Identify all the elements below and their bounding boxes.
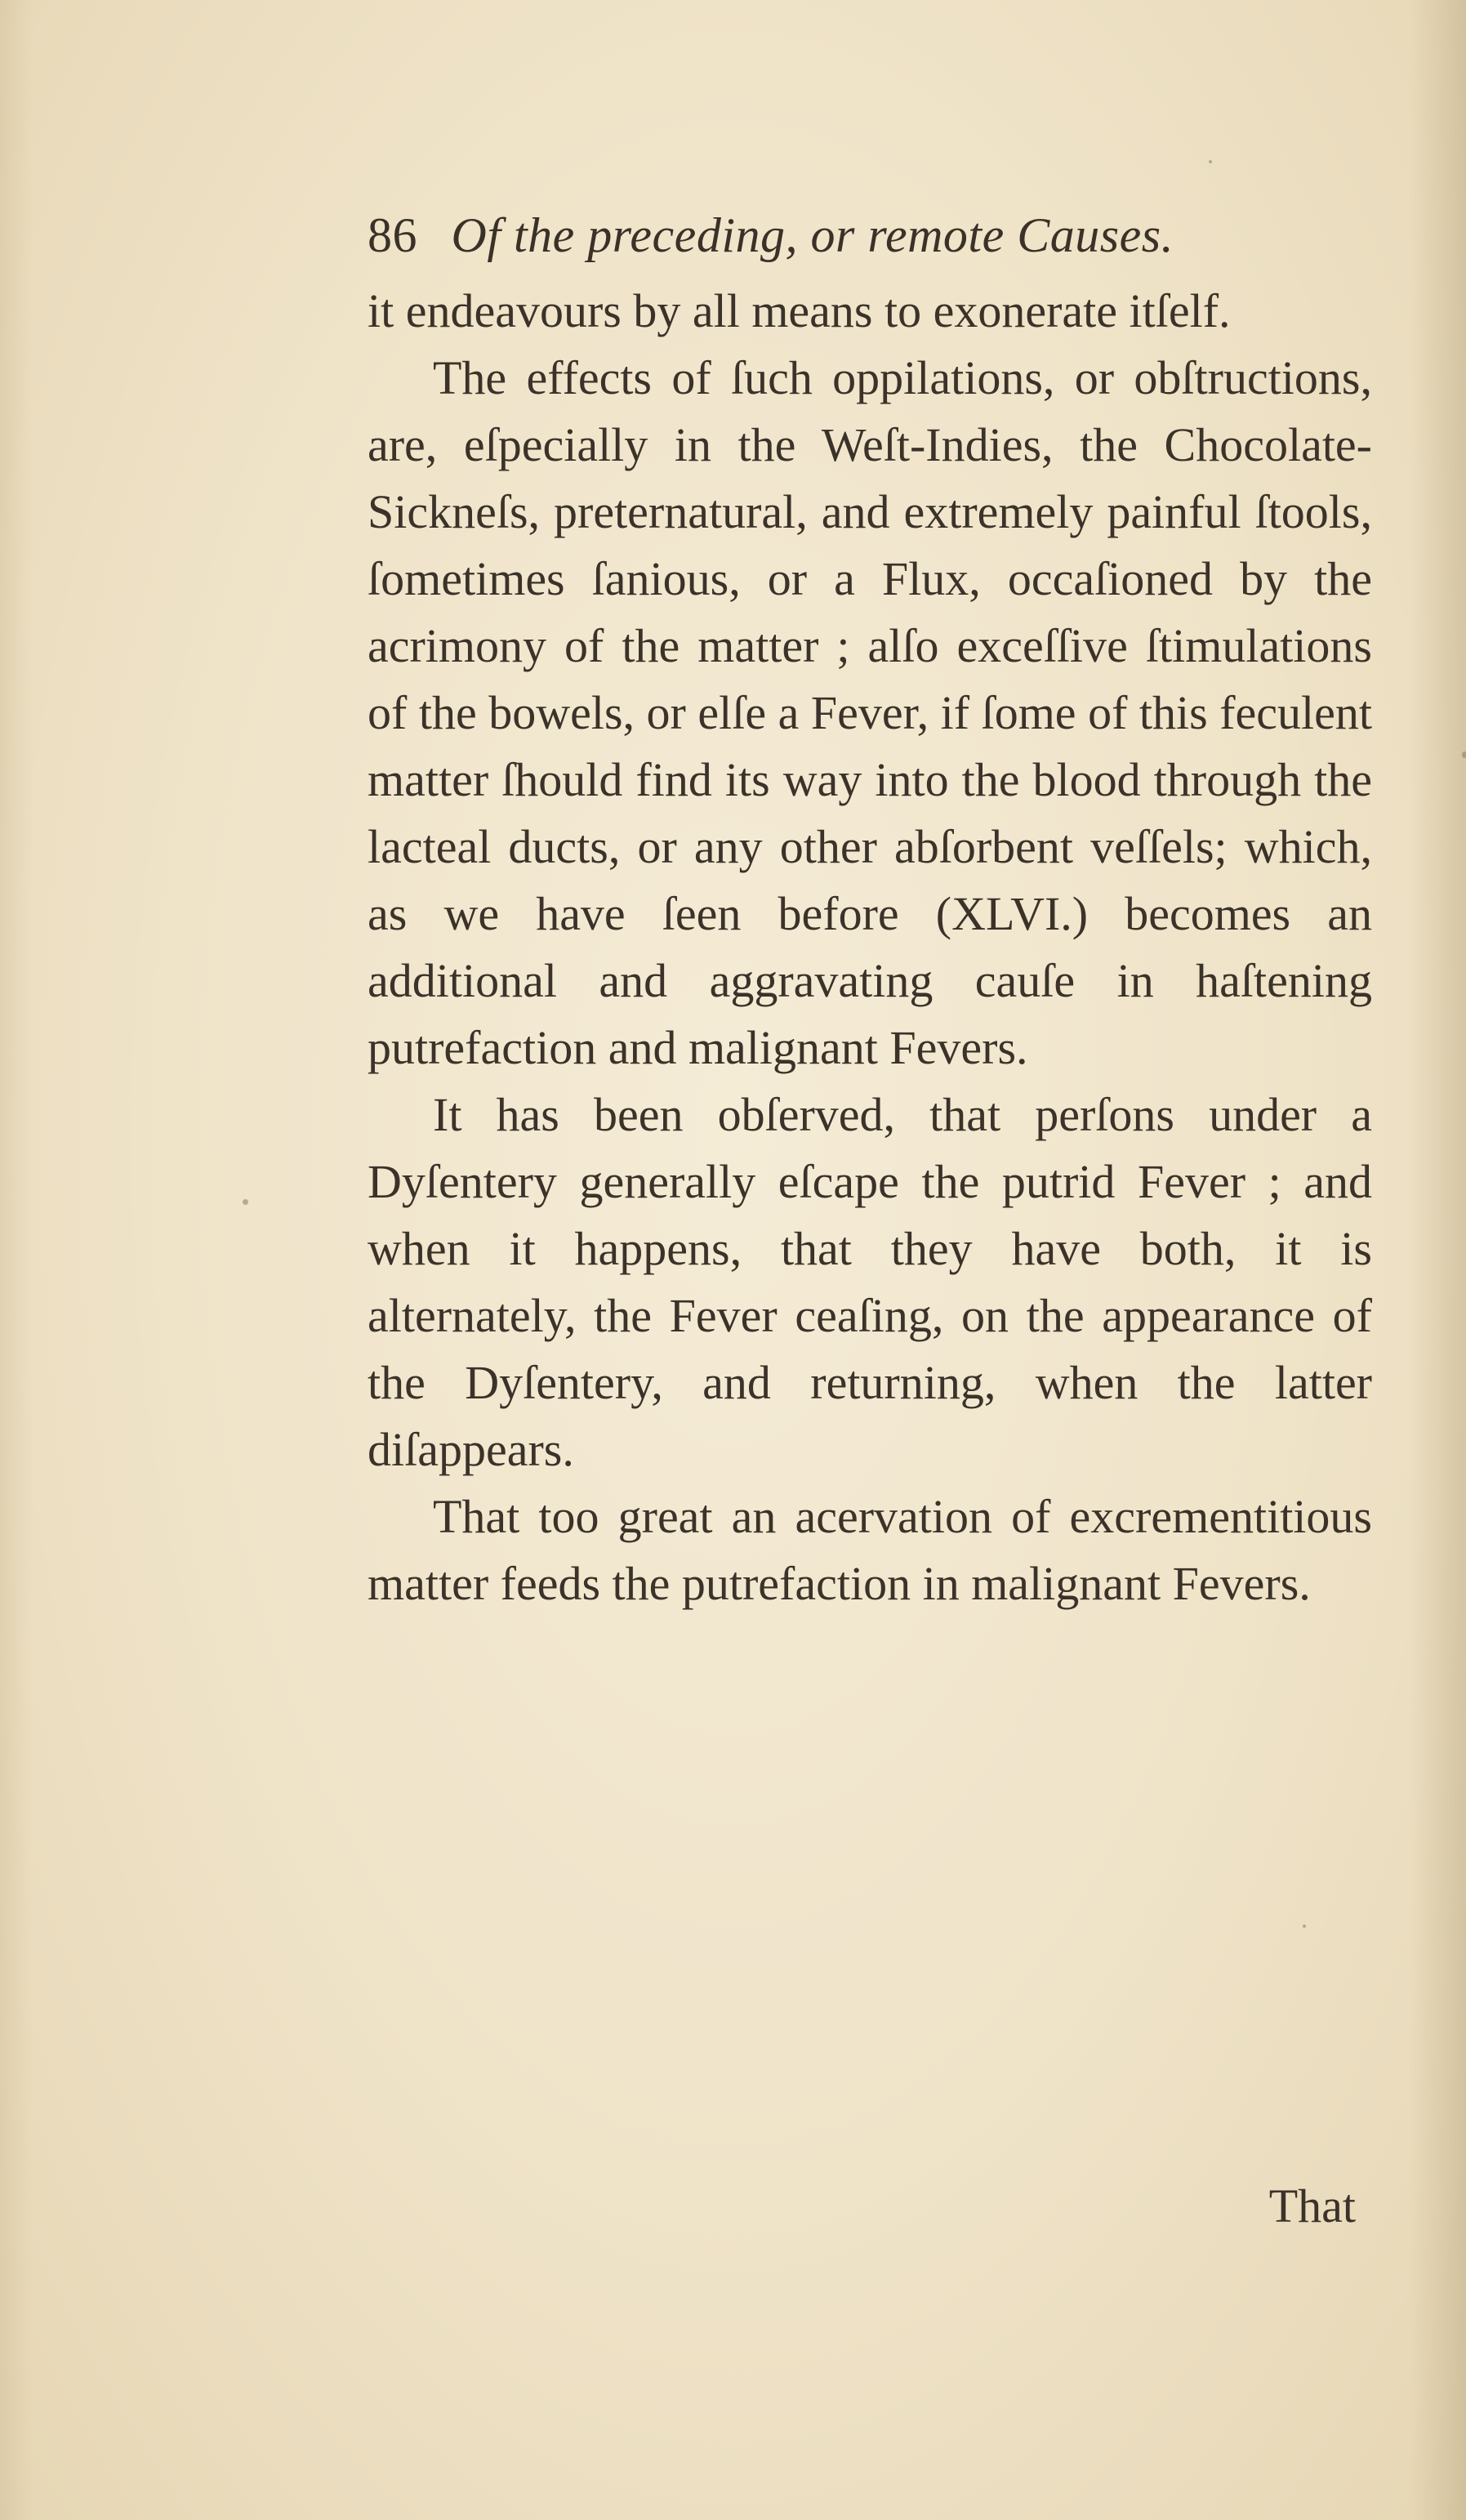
body-text: [368, 278, 1372, 1617]
page-left-edge: [0, 0, 33, 2520]
paragraph-dysentery: It has been obſerved, that perſons under a Dyſentery generally eſcape the putrid Fever ; and when it happens, that they have both, it is alternately, the Fever ceaſing, on the appearance of the Dyſentery, and returning, when the latter diſappears.: [368, 1088, 1372, 1476]
running-title: Of the preceding, or remote Causes.: [451, 208, 1174, 262]
page-gutter-shadow: [1409, 0, 1466, 2520]
paragraph-effects: The effects of ſuch oppilations, or obſtructions, are, eſpecially in the Weſt-Indies, the Chocolate-Sickneſs, preternatural, and extremely painful ſtools, ſometimes ſanious, or a Flux, occaſioned by the acrimony of the matter ; alſo exceſſive ſtimulations of the bowels, or elſe a Fever, if ſome of this feculent matter ſhould find its way into the blood through the lacteal ducts, or any other abſorbent veſſels; which, as we have ſeen before (XLVI.) becomes an additional and aggravating cauſe in haſtening putrefaction and malignant Fevers.: [368, 351, 1372, 1074]
paragraph-acervation: That too great an acervation of excrementitious matter feeds the putrefaction in malignant Fevers.: [368, 1490, 1372, 1610]
running-header: [368, 203, 1372, 268]
paragraph-continuation: it endeavours by all means to exonerate itſelf.: [368, 284, 1231, 337]
paper-speck: [243, 1199, 248, 1205]
paper-speck: [1303, 1925, 1306, 1928]
paper-speck: [1209, 160, 1212, 163]
paper-speck: [1462, 752, 1466, 758]
page-number: 86: [368, 208, 417, 262]
catchword: That: [1268, 2179, 1356, 2232]
